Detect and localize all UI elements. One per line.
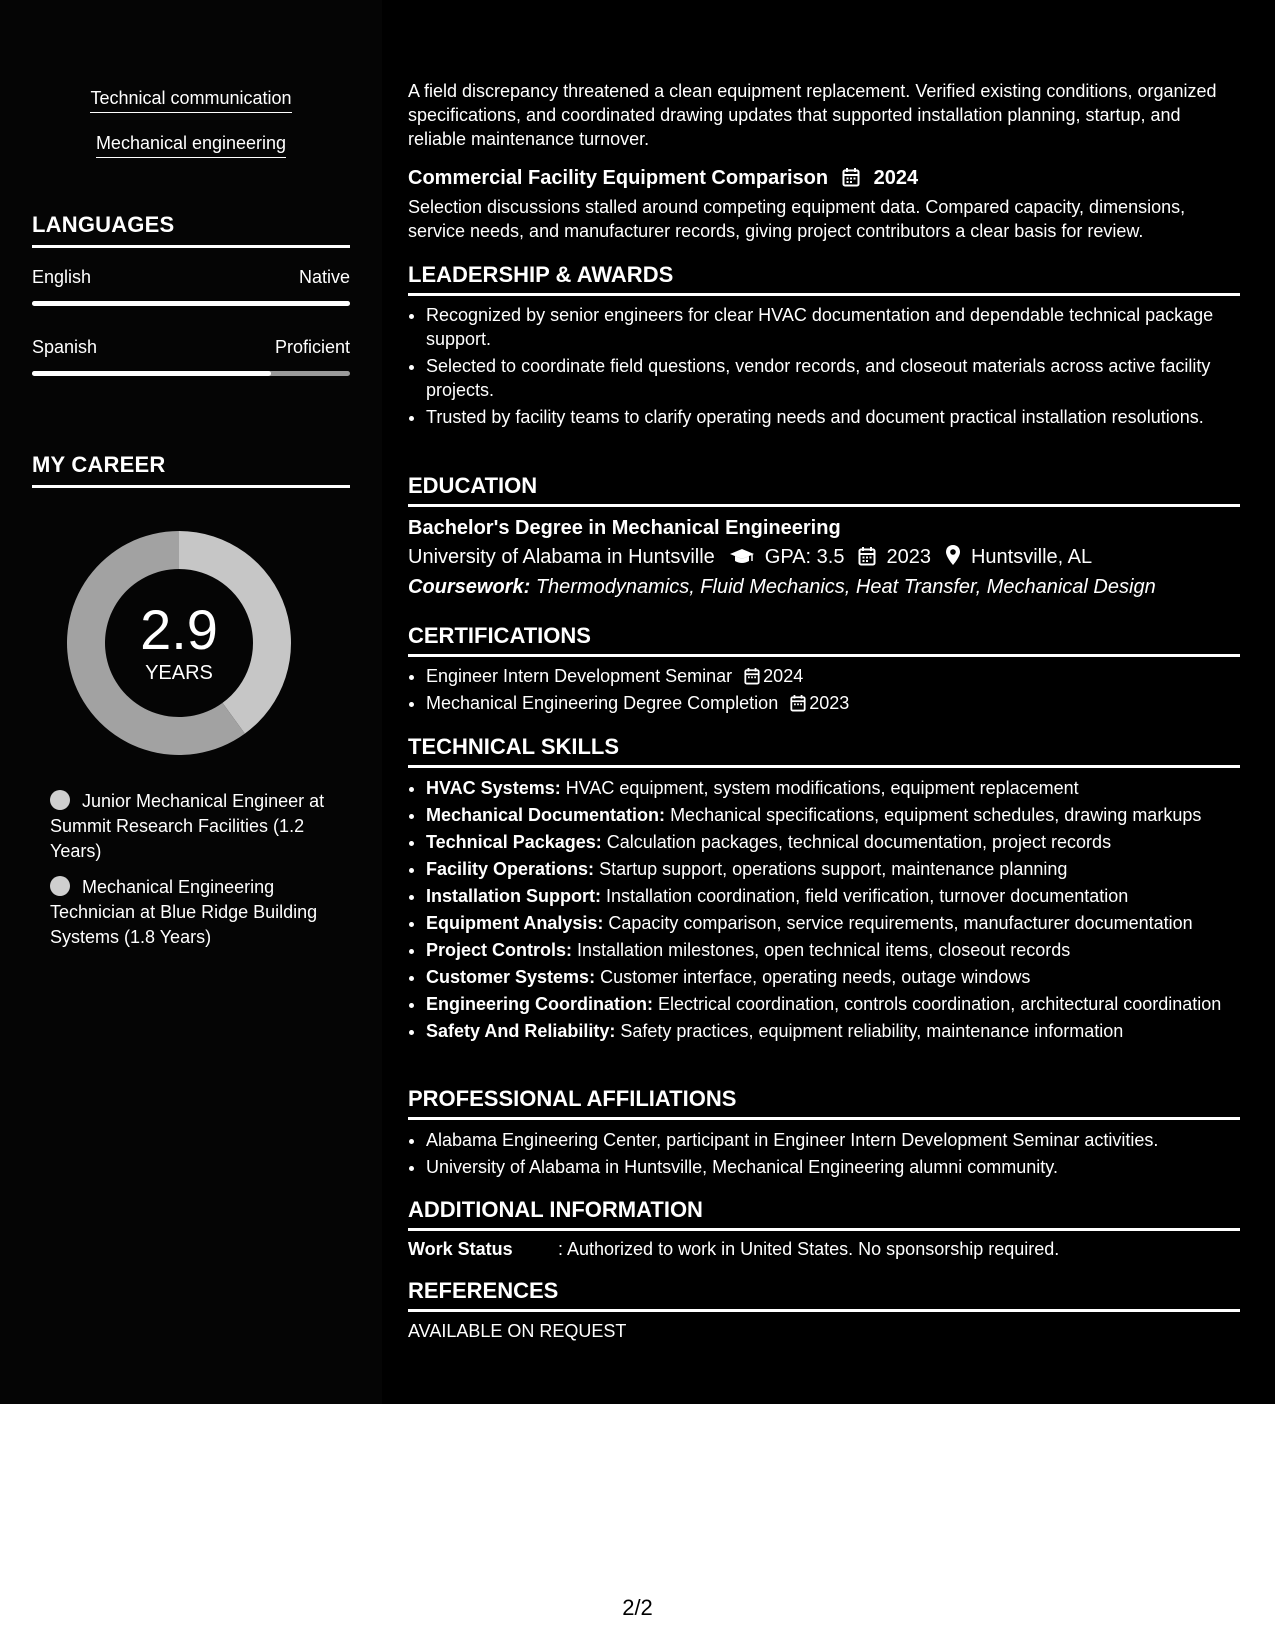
education-details — [408, 542, 1240, 572]
project-description: Selection discussions stalled around competing equipment data. Compared capacity, dimensions, service needs, and manufacturer records, giving project contributors a clear basis for review. — [408, 197, 1186, 241]
calendar-icon — [842, 167, 860, 189]
project-year: 2024 — [873, 167, 919, 189]
list-item: • University of Alabama in Huntsville, Mechanical Engineering alumni community. — [426, 1155, 1246, 1179]
list-item: • Alabama Engineering Center, participant in Engineer Intern Development Seminar activities. — [426, 1128, 1246, 1152]
skills-list — [408, 776, 1246, 1046]
education-location: Huntsville, AL — [970, 546, 1093, 568]
languages-heading: LANGUAGES — [32, 212, 350, 248]
language-level: Proficient — [274, 337, 350, 357]
language-name: English — [32, 267, 92, 287]
graduation-year: 2023 — [886, 546, 931, 568]
page-number: 2/2 — [622, 1595, 653, 1620]
education-heading: EDUCATION — [408, 473, 1240, 507]
skill-item: • Customer Systems: Customer interface, operating needs, outage windows — [426, 965, 1246, 989]
project-entry — [408, 165, 1240, 243]
degree-title: Bachelor's Degree in Mechanical Engineering — [408, 517, 841, 539]
skill-item: • Equipment Analysis: Capacity comparison, service requirements, manufacturer documentation — [426, 911, 1246, 935]
skill-item: • Technical Packages: Calculation packages, technical documentation, project records — [426, 830, 1246, 854]
leadership-heading: LEADERSHIP & AWARDS — [408, 262, 1240, 296]
list-item: • Engineer Intern Development Seminar 2024 — [426, 664, 1246, 688]
leadership-list — [408, 303, 1246, 432]
skill-item: • Project Controls: Installation milestones, open technical items, closeout records — [426, 938, 1246, 962]
affiliations-list — [408, 1128, 1246, 1182]
calendar-icon — [790, 693, 806, 713]
school-name: University of Alabama in Huntsville — [408, 546, 715, 568]
career-heading: MY CAREER — [32, 452, 350, 488]
calendar-icon — [858, 546, 876, 568]
interest-item: Mechanical engineering — [0, 133, 382, 158]
gpa: GPA: 3.5 — [764, 546, 845, 568]
interest-item: Technical communication — [0, 88, 382, 113]
map-pin-icon — [945, 546, 961, 568]
language-proficiency-bar — [32, 301, 350, 306]
list-item: • Mechanical Engineering Degree Completion 2023 — [426, 691, 1246, 715]
language-level: Native — [298, 267, 350, 287]
references-heading: REFERENCES — [408, 1278, 1240, 1312]
list-item: • Selected to coordinate field questions, vendor records, and closeout materials across active facility projects. — [426, 354, 1246, 402]
skill-item: • Engineering Coordination: Electrical coordination, controls coordination, architectural coordination — [426, 992, 1246, 1016]
coursework: Coursework: Thermodynamics, Fluid Mechanics, Heat Transfer, Mechanical Design — [408, 576, 1156, 598]
career-item: Mechanical Engineering Technician at Blue Ridge Building Systems (1.8 Years) — [50, 877, 318, 947]
list-item: • Recognized by senior engineers for clear HVAC documentation and dependable technical package support. — [426, 303, 1246, 351]
project-title: Commercial Facility Equipment Comparison 2024 — [408, 167, 919, 189]
language-proficiency-bar — [32, 371, 350, 376]
skill-item: • Safety And Reliability: Safety practices, equipment reliability, maintenance information — [426, 1019, 1246, 1043]
calendar-icon — [744, 666, 760, 686]
bullet-dot-icon — [50, 790, 70, 810]
graduation-cap-icon — [729, 546, 755, 568]
affiliations-heading: PROFESSIONAL AFFILIATIONS — [408, 1086, 1240, 1120]
language-name: Spanish — [32, 337, 98, 357]
career-item: Junior Mechanical Engineer at Summit Research Facilities (1.2 Years) — [50, 791, 325, 861]
work-status-row — [408, 1239, 1240, 1260]
skills-heading: TECHNICAL SKILLS — [408, 734, 1240, 768]
skill-item: • Mechanical Documentation: Mechanical specifications, equipment schedules, drawing markups — [426, 803, 1246, 827]
career-years-label: YEARS — [145, 662, 213, 684]
skill-item: • Facility Operations: Startup support, operations support, maintenance planning — [426, 857, 1246, 881]
education-entry — [408, 514, 1240, 602]
certifications-heading: CERTIFICATIONS — [408, 623, 1240, 657]
work-status-label: Work Status — [408, 1239, 513, 1259]
sidebar — [0, 0, 382, 1404]
career-total-years: 2.9 — [140, 598, 218, 661]
list-item: • Trusted by facility teams to clarify operating needs and document practical installation resolutions. — [426, 405, 1246, 429]
references-text: AVAILABLE ON REQUEST — [408, 1321, 627, 1341]
skill-item: • Installation Support: Installation coordination, field verification, turnover documentation — [426, 884, 1246, 908]
certifications-list — [408, 664, 1246, 718]
work-status-value: : Authorized to work in United States. No sponsorship required. — [558, 1239, 1060, 1259]
additional-info-heading: ADDITIONAL INFORMATION — [408, 1197, 1240, 1231]
skill-item: • HVAC Systems: HVAC equipment, system modifications, equipment replacement — [426, 776, 1246, 800]
bullet-dot-icon — [50, 876, 70, 896]
project-description: A field discrepancy threatened a clean equipment replacement. Verified existing conditions, organized specifications, and coordinated drawing updates that supported installation planning, startup, and reliable maintenance turnover. — [408, 81, 1217, 149]
language-row — [32, 337, 350, 358]
language-row — [32, 267, 350, 288]
